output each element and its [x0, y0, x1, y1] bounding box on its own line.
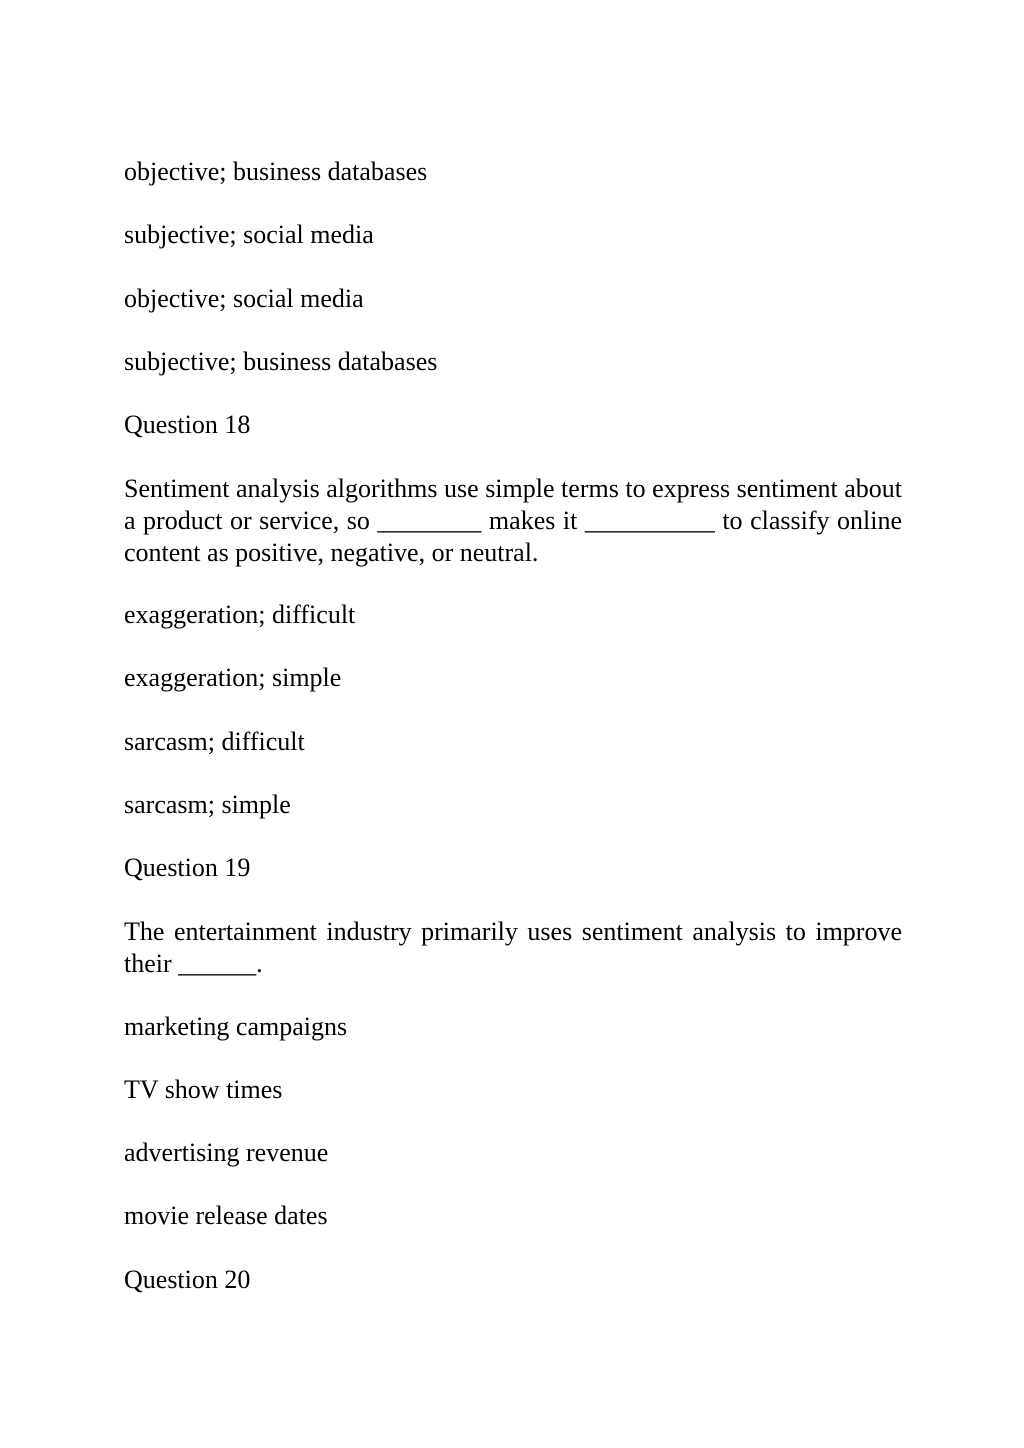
q18-option-2: exaggeration; simple [124, 663, 342, 692]
q19-option-2: TV show times [124, 1075, 283, 1104]
q17-option-2: subjective; social media [124, 220, 374, 249]
q17-option-4: subjective; business databases [124, 347, 438, 376]
q19-option-3: advertising revenue [124, 1138, 329, 1167]
q19-option-1: marketing campaigns [124, 1012, 348, 1041]
q19-option-4: movie release dates [124, 1201, 328, 1230]
question-20-heading: Question 20 [124, 1265, 251, 1294]
q18-option-3: sarcasm; difficult [124, 727, 305, 756]
q18-option-1: exaggeration; difficult [124, 600, 356, 629]
q18-option-4: sarcasm; simple [124, 790, 291, 819]
question-18-prompt: Sentiment analysis algorithms use simple terms to express sentiment about a product or service, so ________ makes it __________ to classify online content as positive, negative, or neutral. [124, 474, 902, 567]
q17-option-1: objective; business databases [124, 157, 428, 186]
question-19-heading: Question 19 [124, 853, 251, 882]
question-18-heading: Question 18 [124, 410, 251, 439]
question-19-prompt: The entertainment industry primarily uses sentiment analysis to improve their ______. [124, 917, 902, 978]
q17-option-3: objective; social media [124, 284, 364, 313]
